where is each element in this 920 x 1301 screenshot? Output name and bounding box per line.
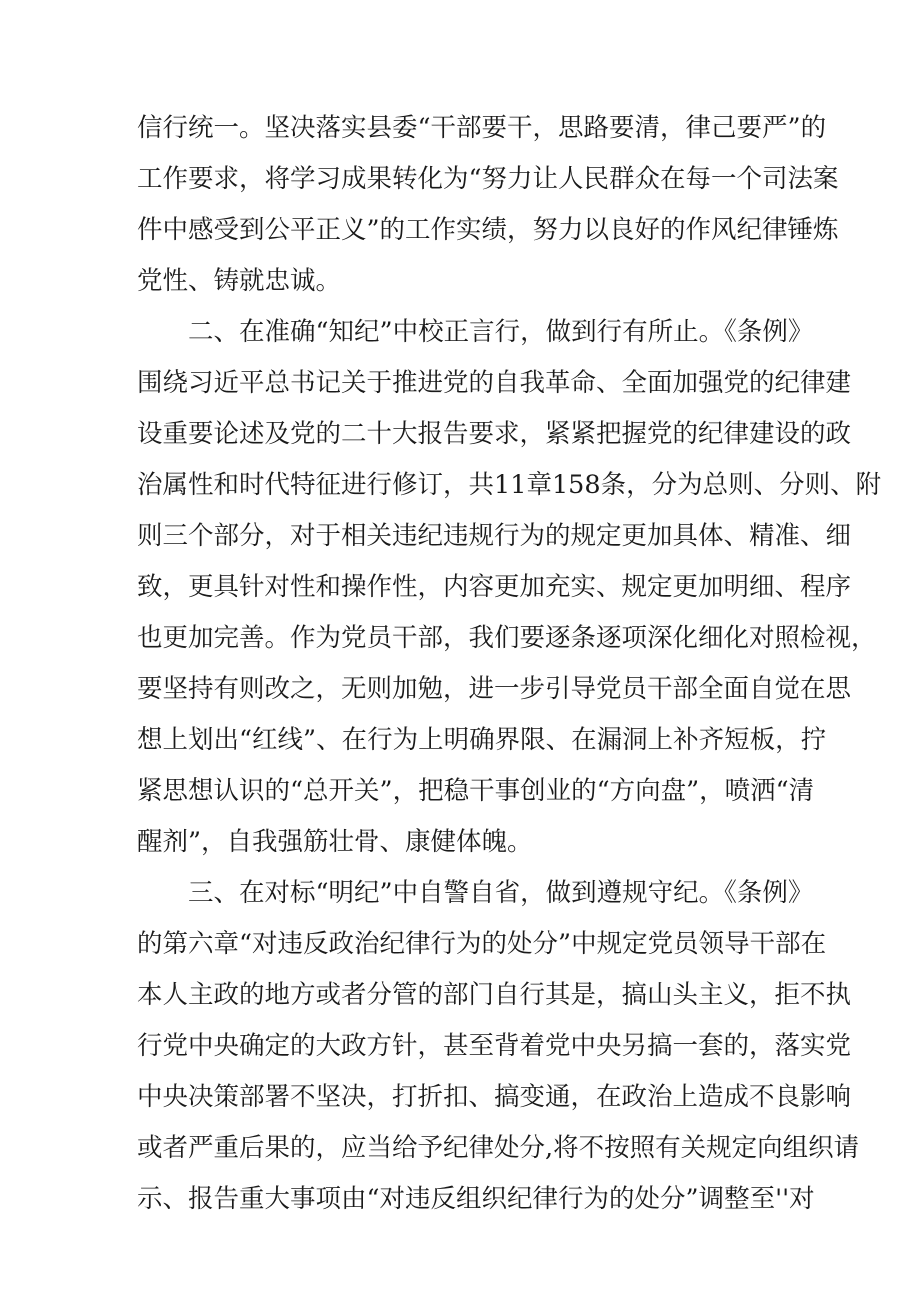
text-line: 想上划出“红线”、在行为上明确界限、在漏洞上补齐短板，拧 bbox=[137, 725, 827, 755]
text-line: 要坚持有则改之，无则加勉，进一步引导党员干部全面自觉在思 bbox=[137, 674, 852, 704]
text-line: 治属性和时代特征进行修订，共11章158条，分为总则、分则、附 bbox=[137, 470, 882, 500]
text-line: 或者严重后果的，应当给予纪律处分,将不按照有关规定向组织请 bbox=[137, 1133, 860, 1163]
text-line: 紧思想认识的“总开关”，把稳干事创业的“方向盘”，喷洒“清 bbox=[137, 776, 815, 806]
text-line: 行党中央确定的大政方针，甚至背着党中央另搞一套的，落实党 bbox=[137, 1031, 852, 1061]
paragraph-heading-line: 二、在准确“知纪”中校正言行，做到行有所止。《条例》 bbox=[188, 317, 814, 347]
paragraph-heading-line: 三、在对标“明纪”中自警自省，做到遵规守纪。《条例》 bbox=[188, 878, 814, 908]
text-line: 也更加完善。作为党员干部，我们要逐条逐项深化细化对照检视， bbox=[137, 623, 877, 653]
text-line: 信行统一。坚决落实县委“干部要干，思路要清，律己要严”的 bbox=[137, 113, 827, 143]
text-line: 件中感受到公平正义”的工作实绩，努力以良好的作风纪律锤炼 bbox=[137, 215, 839, 245]
text-line: 党性、铸就忠诚。 bbox=[137, 266, 342, 296]
text-line: 则三个部分，对于相关违纪违规行为的规定更加具体、精准、细 bbox=[137, 521, 852, 551]
text-line: 设重要论述及党的二十大报告要求，紧紧把握党的纪律建设的政 bbox=[137, 419, 852, 449]
text-line: 示、报告重大事项由“对违反组织纪律行为的处分”调整至''对 bbox=[137, 1184, 815, 1214]
text-line: 的第六章“对违反政治纪律行为的处分”中规定党员领导干部在 bbox=[137, 929, 827, 959]
text-line: 醒剂”，自我强筋壮骨、康健体魄。 bbox=[137, 827, 533, 857]
text-line: 致，更具针对性和操作性，内容更加充实、规定更加明细、程序 bbox=[137, 572, 852, 602]
text-line: 围绕习近平总书记关于推进党的自我革命、全面加强党的纪律建 bbox=[137, 368, 852, 398]
text-line: 本人主政的地方或者分管的部门自行其是，搞山头主义，拒不执 bbox=[137, 980, 852, 1010]
text-line: 中央决策部署不坚决，打折扣、搞变通，在政治上造成不良影响 bbox=[137, 1082, 852, 1112]
text-line: 工作要求，将学习成果转化为“努力让人民群众在每一个司法案 bbox=[137, 164, 839, 194]
